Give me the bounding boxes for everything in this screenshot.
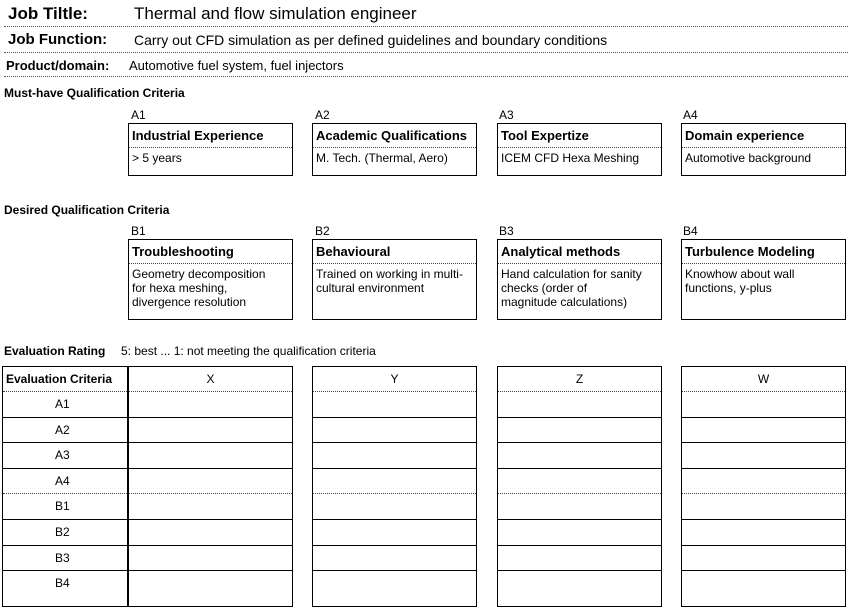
card-title: Troubleshooting: [129, 240, 292, 264]
rating-cell[interactable]: [313, 418, 476, 444]
card-title: Domain experience: [682, 124, 845, 148]
job-function-label: Job Function:: [8, 31, 108, 48]
product-value: Automotive fuel system, fuel injectors: [129, 58, 344, 73]
rating-cell[interactable]: [129, 392, 292, 418]
rating-cell[interactable]: [498, 494, 661, 520]
card-code: A3: [499, 108, 514, 122]
rating-cell[interactable]: [498, 392, 661, 418]
criteria-row-label: A4: [3, 469, 127, 495]
criteria-row-label: A3: [3, 443, 127, 469]
card-value: Geometry decomposition for hexa meshing, divergence resolution: [132, 267, 266, 309]
job-title-label: Job Tiltle:: [8, 4, 88, 23]
card-value: M. Tech. (Thermal, Aero): [316, 151, 448, 165]
card-code: B4: [683, 224, 698, 238]
rating-cell[interactable]: [313, 546, 476, 572]
job-function-value: Carry out CFD simulation as per defined guidelines and boundary conditions: [134, 32, 608, 48]
card-title: Analytical methods: [498, 240, 661, 264]
criteria-row-label: B4: [55, 576, 70, 591]
card-value: Trained on working in multi- cultural environment: [316, 267, 463, 295]
candidate-column-y: [312, 366, 477, 607]
card-value: ICEM CFD Hexa Meshing: [501, 151, 640, 165]
criteria-row-label: B1: [3, 494, 127, 520]
candidate-column-z: [497, 366, 662, 607]
must-have-card-a2: [312, 123, 477, 176]
candidate-header: Z: [498, 367, 661, 392]
rating-cell[interactable]: [129, 469, 292, 495]
evaluation-rating-label: Evaluation Rating: [4, 344, 106, 358]
rating-cell[interactable]: [129, 520, 292, 546]
rating-cell[interactable]: [129, 418, 292, 444]
evaluation-criteria-header: Evaluation Criteria: [3, 367, 127, 392]
must-have-card-a1: [128, 123, 293, 176]
rating-cell[interactable]: [682, 392, 845, 418]
desired-card-b2: [312, 239, 477, 320]
card-code: A1: [131, 108, 146, 122]
card-title: Tool Expertize: [498, 124, 661, 148]
card-title: Industrial Experience: [129, 124, 292, 148]
criteria-row-label: B3: [3, 546, 127, 572]
rating-cell[interactable]: [498, 443, 661, 469]
rating-cell[interactable]: [682, 520, 845, 546]
card-value: Hand calculation for sanity checks (order of magnitude calculations): [501, 267, 642, 309]
rating-cell[interactable]: [129, 443, 292, 469]
rating-cell[interactable]: [129, 546, 292, 572]
must-have-heading: Must-have Qualification Criteria: [4, 86, 185, 100]
card-value: Automotive background: [685, 151, 812, 165]
candidate-column-w: [681, 366, 846, 607]
card-title: Academic Qualifications: [313, 124, 476, 148]
rating-cell[interactable]: [682, 494, 845, 520]
card-code: B2: [315, 224, 330, 238]
criteria-row-label: B2: [3, 520, 127, 546]
desired-card-b1: [128, 239, 293, 320]
card-code: A2: [315, 108, 330, 122]
rating-cell[interactable]: [682, 571, 845, 597]
card-code: A4: [683, 108, 698, 122]
rating-cell[interactable]: [682, 469, 845, 495]
separator: [4, 76, 848, 77]
must-have-card-a4: [681, 123, 846, 176]
desired-card-b3: [497, 239, 662, 320]
candidate-header: W: [682, 367, 845, 392]
candidate-column-x: [128, 366, 293, 607]
criteria-row-label: A2: [3, 418, 127, 444]
card-title: Behavioural: [313, 240, 476, 264]
job-title-value: Thermal and flow simulation engineer: [134, 4, 417, 23]
rating-cell[interactable]: [129, 571, 292, 597]
card-title: Turbulence Modeling: [682, 240, 845, 264]
card-value: > 5 years: [132, 151, 182, 165]
card-code: B1: [131, 224, 146, 238]
rating-cell[interactable]: [682, 546, 845, 572]
rating-cell[interactable]: [498, 520, 661, 546]
rating-cell[interactable]: [498, 571, 661, 597]
candidate-header: Y: [313, 367, 476, 392]
rating-cell[interactable]: [682, 418, 845, 444]
rating-cell[interactable]: [498, 418, 661, 444]
rating-cell[interactable]: [129, 494, 292, 520]
evaluation-criteria-column: [2, 366, 128, 607]
separator: [4, 52, 848, 53]
product-label: Product/domain:: [6, 58, 110, 73]
evaluation-rating-scale: 5: best ... 1: not meeting the qualification criteria: [121, 344, 376, 358]
must-have-card-a3: [497, 123, 662, 176]
rating-cell[interactable]: [313, 520, 476, 546]
card-value: Knowhow about wall functions, y-plus: [685, 267, 795, 295]
rating-cell[interactable]: [313, 571, 476, 597]
rating-cell[interactable]: [498, 546, 661, 572]
rating-cell[interactable]: [313, 494, 476, 520]
candidate-header: X: [129, 367, 292, 392]
criteria-row-label: A1: [3, 392, 127, 418]
rating-cell[interactable]: [313, 469, 476, 495]
card-code: B3: [499, 224, 514, 238]
separator: [4, 26, 848, 27]
rating-cell[interactable]: [498, 469, 661, 495]
rating-cell[interactable]: [313, 392, 476, 418]
rating-cell[interactable]: [682, 443, 845, 469]
desired-card-b4: [681, 239, 846, 320]
desired-heading: Desired Qualification Criteria: [4, 203, 170, 217]
rating-cell[interactable]: [313, 443, 476, 469]
